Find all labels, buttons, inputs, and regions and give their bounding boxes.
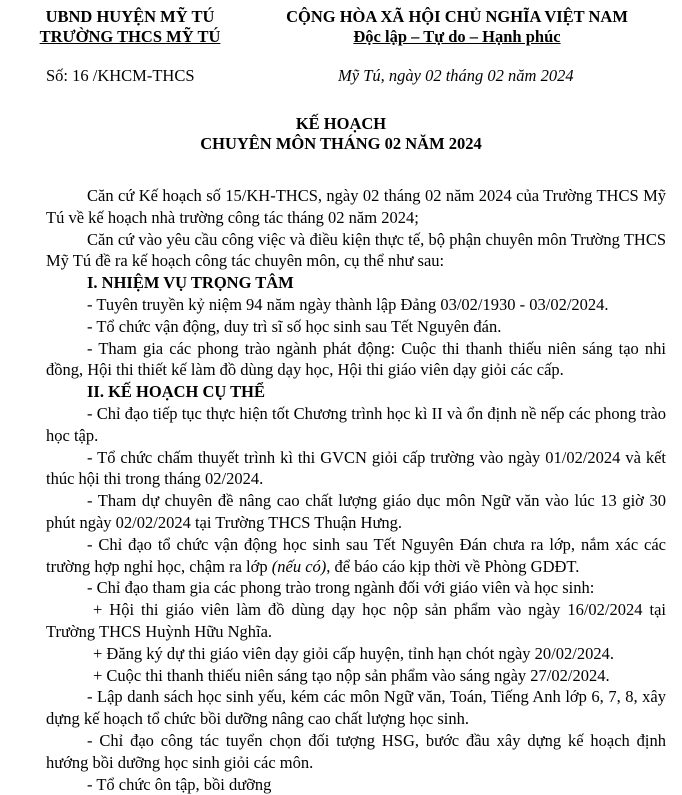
- list-item: - Lập danh sách học sinh yếu, kém các môn Ngữ văn, Toán, Tiếng Anh lớp 6, 7, 8, xây dựng kế hoạch tổ chức bồi dưỡng nâng cao chất lượng học sinh.: [46, 687, 666, 729]
- list-item: - Tham gia các phong trào ngành phát động: Cuộc thi thanh thiếu niên sáng tạo nhi đồng, Hội thi thiết kế làm đồ dùng dạy học, Hội thi giáo viên dạy giỏi các cấp.: [46, 338, 666, 380]
- document-body: [46, 185, 666, 794]
- org-name-line1: UBND HUYỆN MỸ TÚ: [45, 7, 215, 26]
- list-item: - Tổ chức chấm thuyết trình kì thi GVCN giỏi cấp trường vào ngày 01/02/2024 và kết thúc hội thi trong tháng 02/2024.: [46, 447, 666, 489]
- list-item: - Tổ chức vận động, duy trì sĩ số học sinh sau Tết Nguyên đán.: [87, 316, 502, 336]
- list-item-text: - Chỉ đạo tổ chức vận động học sinh sau Tết Nguyên Đán chưa ra lớp, nắm xác các trường hợp nghỉ học, chậm ra lớp: [46, 534, 666, 576]
- list-item: - Chỉ đạo công tác tuyển chọn đối tượng HSG, bước đầu xây dựng kế hoạch định hướng bồi dưỡng học sinh giỏi các môn.: [46, 730, 666, 772]
- paragraph-basis-1: Căn cứ Kế hoạch số 15/KH-THCS, ngày 02 tháng 02 năm 2024 của Trường THCS Mỹ Tú về kế hoạch nhà trường công tác tháng 02 năm 2024;: [46, 186, 666, 227]
- sub-list-item: + Hội thi giáo viên làm đồ dùng dạy học nộp sản phẩm vào ngày 16/02/2024 tại Trường THCS Huỳnh Hữu Nghĩa.: [46, 600, 666, 641]
- list-item: - Chỉ đạo tham gia các phong trào trong ngành đối với giáo viên và học sinh:: [87, 578, 595, 598]
- list-item-cut-off: - Tổ chức ôn tập, bồi dưỡng: [87, 774, 272, 794]
- list-item: - Tuyên truyền kỷ niệm 94 năm ngày thành lập Đảng 03/02/1930 - 03/02/2024.: [87, 294, 609, 314]
- list-item: [46, 534, 666, 578]
- list-item: - Chỉ đạo tiếp tục thực hiện tốt Chương trình học kì II và ổn định nề nếp các phong trào học tập.: [46, 403, 666, 445]
- section-heading-1: I. NHIỆM VỤ TRỌNG TÂM: [87, 273, 294, 293]
- list-item: - Tham dự chuyên đề nâng cao chất lượng giáo dục môn Ngữ văn vào lúc 13 giờ 30 phút ngày 02/02/2024 tại Trường THCS Thuận Hưng.: [46, 491, 666, 532]
- sub-list-item: + Đăng ký dự thi giáo viên dạy giỏi cấp huyện, tỉnh hạn chót ngày 20/02/2024.: [93, 643, 614, 663]
- list-item-italic: (nếu có): [271, 556, 327, 576]
- document-number: Số: 16 /KHCM-THCS: [46, 66, 195, 85]
- nation-name: CỘNG HÒA XÃ HỘI CHỦ NGHĨA VIỆT NAM: [286, 7, 628, 26]
- section-heading-2: II. KẾ HOẠCH CỤ THỂ: [87, 382, 266, 402]
- document-subtitle: CHUYÊN MÔN THÁNG 02 NĂM 2024: [200, 134, 482, 153]
- document-title: KẾ HOẠCH: [295, 114, 387, 133]
- place-date: Mỹ Tú, ngày 02 tháng 02 năm 2024: [338, 66, 574, 85]
- nation-motto: Độc lập – Tự do – Hạnh phúc: [353, 27, 561, 46]
- paragraph-basis-2: Căn cứ vào yêu cầu công việc và điều kiện thực tế, bộ phận chuyên môn Trường THCS Mỹ Tú đề ra kế hoạch công tác chuyên môn, cụ thể như sau:: [46, 229, 666, 271]
- org-name-line2: TRƯỜNG THCS MỸ TÚ: [39, 27, 221, 46]
- list-item-text: , để báo cáo kịp thời về Phòng GDĐT.: [326, 556, 580, 576]
- sub-list-item: + Cuộc thi thanh thiếu niên sáng tạo nộp sản phẩm vào sáng ngày 27/02/2024.: [93, 665, 610, 685]
